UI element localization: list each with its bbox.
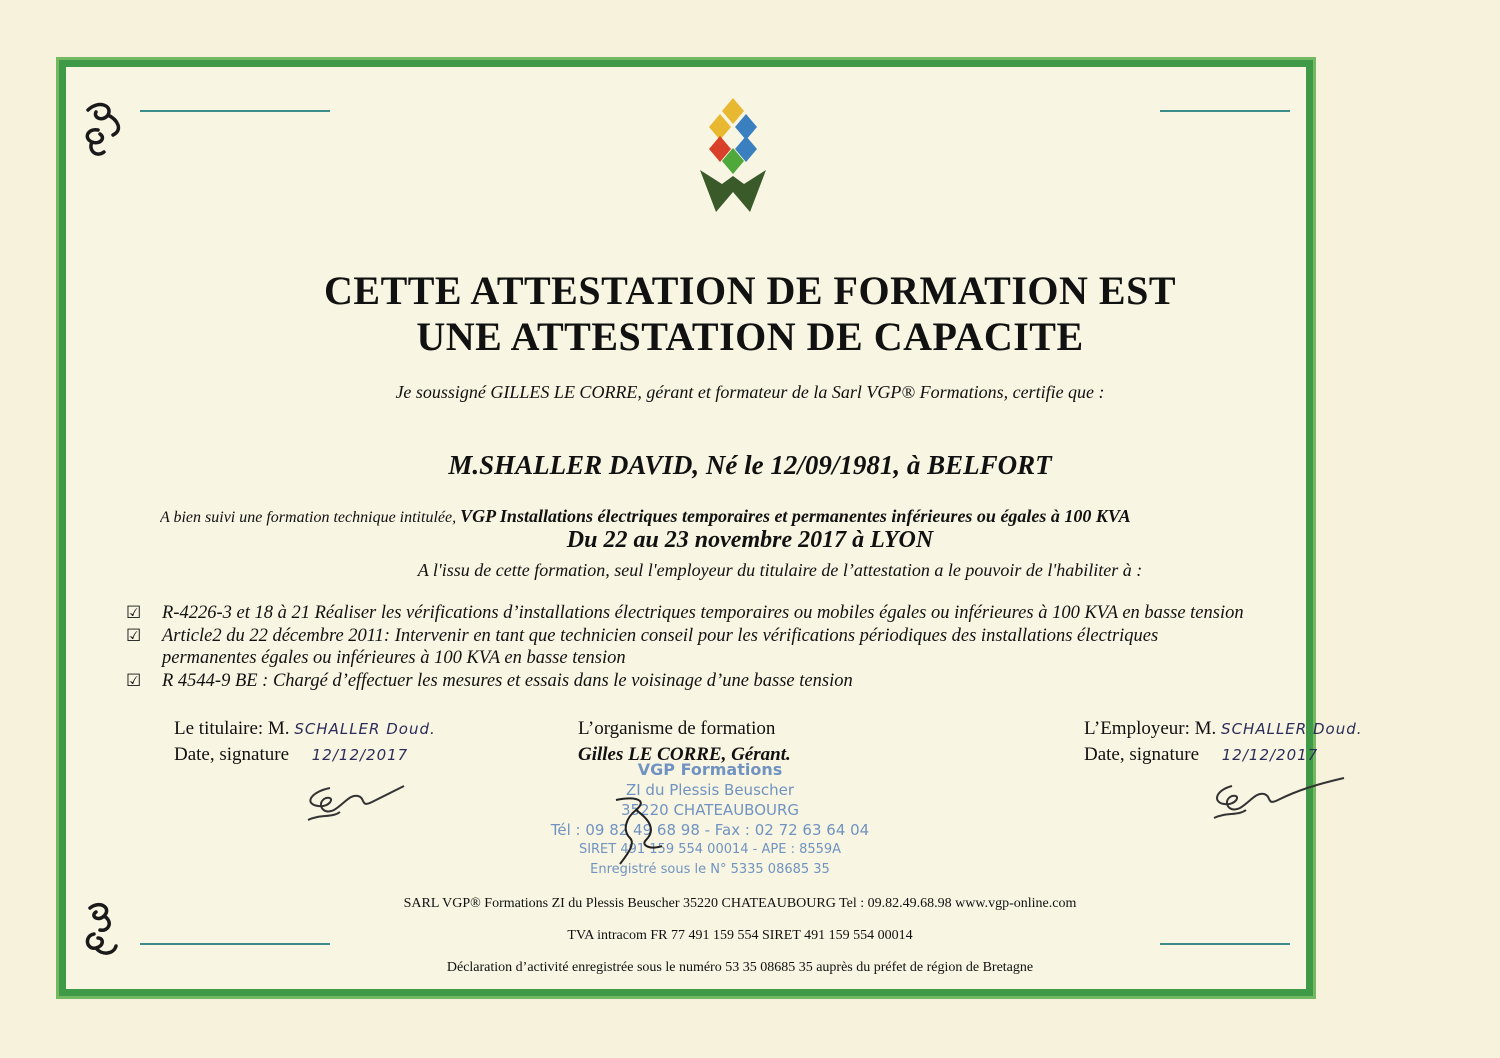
holder-date-label: Date, signature <box>174 744 290 765</box>
qualification-list <box>126 602 1316 692</box>
employer-label: L’Employeur: M. <box>1084 718 1217 739</box>
qualification-item: ☑ R-4226-3 et 18 à 21 Réaliser les vérifications d’installations électriques temporaires ou mobiles égales ou inférieures à 100 KVA en basse tension <box>126 603 1244 623</box>
training-course-title: VGP Installations électriques temporaires et permanentes inférieures ou égales à 100 KVA <box>460 506 1131 526</box>
holder-handwritten-date: 12/12/2017 <box>311 746 409 764</box>
employer-signature-block <box>1084 716 1363 768</box>
checkbox-checked-icon: ☑ <box>126 625 142 645</box>
company-stamp: VGP Formations ZI du Plessis Beuscher 35220 CHATEAUBOURG Tél : 09 82 49 68 98 - Fax : 02 72 63 64 04 SIRET 491 159 554 00014 - APE : 8559A Enregistré sous le N° 5335 08685 35 <box>550 760 870 877</box>
checkbox-checked-icon: ☑ <box>126 670 142 690</box>
top-left-ornament-icon <box>78 100 128 160</box>
footer-address: SARL VGP® Formations ZI du Plessis Beuscher 35220 CHATEAUBOURG Tel : 09.82.49.68.98 www.vgp-online.com <box>403 896 1077 911</box>
employer-handwritten-date: 12/12/2017 <box>1221 746 1319 764</box>
training-description <box>160 506 1320 527</box>
qualification-item-continuation: permanentes égales ou inférieures à 100 KVA en basse tension <box>162 648 626 668</box>
title-line-2: UNE ATTESTATION DE CAPACITE <box>416 314 1084 359</box>
qualification-item: ☑ Article2 du 22 décembre 2011: Intervenir en tant que technicien conseil pour les vérifications périodiques des installations électriques <box>126 625 1159 646</box>
footer-declaration: Déclaration d’activité enregistrée sous le numéro 53 35 08685 35 auprès du préfet de région de Bretagne <box>446 960 1034 975</box>
intro-text: Je soussigné GILLES LE CORRE, gérant et formateur de la Sarl VGP® Formations, certifie que : <box>395 382 1105 402</box>
top-left-rule <box>140 110 330 112</box>
employer-date-label: Date, signature <box>1084 744 1200 765</box>
holder-handwritten-name: SCHALLER Doud. <box>294 720 436 738</box>
employer-handwritten-name: SCHALLER Doud. <box>1221 720 1363 738</box>
org-signatory-name: Gilles LE CORRE, Gérant. <box>578 744 791 765</box>
training-dates: Du 22 au 23 novembre 2017 à LYON <box>566 527 934 553</box>
employer-signature-icon <box>1208 774 1348 824</box>
vgp-logo-icon <box>700 98 766 212</box>
holder-label: Le titulaire: M. <box>174 718 290 739</box>
footer-tax-ids: TVA intracom FR 77 491 159 554 SIRET 491 159 554 00014 <box>567 928 913 943</box>
holder-signature-icon <box>300 778 410 828</box>
org-signature-icon <box>596 790 676 870</box>
title-line-1: CETTE ATTESTATION DE FORMATION EST <box>324 268 1176 313</box>
org-label: L’organisme de formation <box>578 718 776 739</box>
issue-text: A l'issu de cette formation, seul l'employeur du titulaire de l’attestation a le pouvoir de l'habiliter à : <box>417 560 1143 580</box>
qualification-item: ☑ R 4544-9 BE : Chargé d’effectuer les mesures et essais dans le voisinage d’une basse tension <box>126 670 853 691</box>
holder-signature-block <box>174 716 436 768</box>
holder-identity: M.SHALLER DAVID, Né le 12/09/1981, à BELFORT <box>448 450 1052 480</box>
training-prefix: A bien suivi une formation technique intitulée, <box>160 509 457 526</box>
checkbox-checked-icon: ☑ <box>126 603 142 622</box>
top-right-rule <box>1160 110 1290 112</box>
